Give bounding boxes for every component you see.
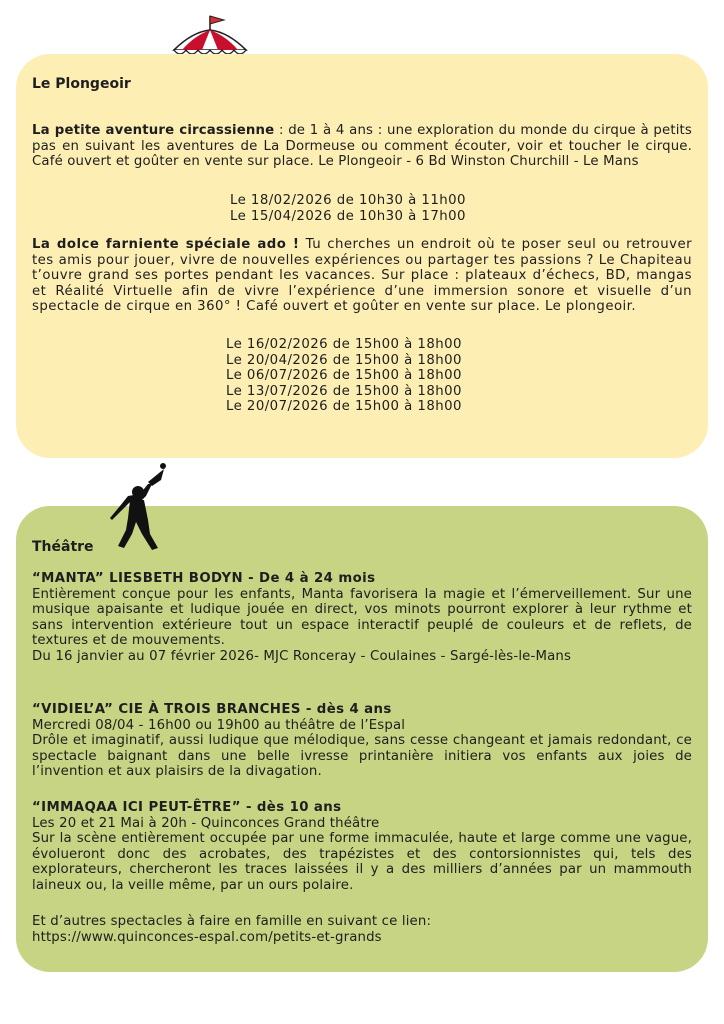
event-date: Le 13/07/2026 de 15h00 à 18h00 (226, 383, 462, 399)
show-manta-info: Du 16 janvier au 07 février 2026- MJC Ronceray - Coulaines - Sargé-lès-le-Mans (32, 648, 572, 664)
show-vidiela-info: Mercredi 08/04 - 16h00 ou 19h00 au théâtre de l’Espal (32, 717, 406, 733)
event-circassienne-title: La petite aventure circassienne (32, 123, 275, 138)
show-immaqaa-title: “IMMAQAA ICI PEUT-ÊTRE” - dès 10 ans (32, 800, 342, 815)
theatre-card (16, 506, 708, 972)
event-farniente-dates (226, 337, 506, 415)
event-date: Le 20/07/2026 de 15h00 à 18h00 (226, 399, 462, 415)
event-date: Le 15/04/2026 de 10h30 à 17h00 (230, 208, 466, 224)
event-farniente-title: La dolce farniente spéciale ado ! (32, 237, 300, 252)
show-vidiela-title: “VIDIEL’A” CIE À TROIS BRANCHES - dès 4 ans (32, 702, 392, 717)
event-circassienne-dates (226, 193, 506, 224)
more-shows-link[interactable]: https://www.quinconces-espal.com/petits-et-grands (32, 929, 382, 945)
more-shows-text: Et d’autres spectacles à faire en famille en suivant ce lien: (32, 914, 432, 929)
show-vidiela (32, 702, 692, 780)
show-immaqaa-text: Sur la scène entièrement occupée par une forme immaculée, haute et large comme une vague, évolueront donc des acrobates, des trapézistes et des contorsionnistes qui, tels des explorateurs, chercheront les traces laissées il y a des milliers d’années par un mammouth laineux ou, la veille même, par un ours polaire. (32, 831, 692, 893)
event-date: Le 20/04/2026 de 15h00 à 18h00 (226, 352, 462, 368)
event-circassienne-description (32, 123, 692, 170)
event-date: Le 16/02/2026 de 15h00 à 18h00 (226, 337, 462, 352)
show-manta-title: “MANTA” LIESBETH BODYN - De 4 à 24 mois (32, 571, 376, 586)
juggler-silhouette-icon (106, 462, 172, 554)
event-farniente-text: Tu cherches un endroit où te poser seul ou retrouver tes amis pour jouer, vivre de nouvelles expériences ou partager tes passions ? Le Chapiteau t’ouvre grand ses portes pendant les vacances. Sur place : plateaux d’échecs, BD, mangas et Réalité Virtuelle afin de vivre l’expérience d’une immersion sonore et visuelle d’un spectacle de cirque en 360° ! Café ouvert et goûter en vente sur place. Le plongeoir. (32, 237, 692, 315)
show-immaqaa (32, 800, 692, 894)
event-circassienne-text: : de 1 à 4 ans : une exploration du monde du cirque à petits pas en suivant les aventures de La Dormeuse ou comment écouter, voir et toucher le cirque. Café ouvert et goûter en vente sur place. Le Plongeoir - 6 Bd Winston Churchill - Le Mans (32, 123, 693, 170)
show-immaqaa-info: Les 20 et 21 Mai à 20h - Quinconces Grand théâtre (32, 815, 380, 831)
event-farniente-description (32, 237, 692, 315)
show-manta-text: Entièrement conçue pour les enfants, Manta favorisera la magie et l’émerveillement. Sur une musique apaisante et ludique jouée en direct, vos minots pourront explorer à leur rythme et sans intervention extérieure tout un espace interactif peuplé de couleurs et de reflets, de textures et de mouvements. (32, 586, 692, 649)
show-manta (32, 571, 692, 665)
more-shows (32, 914, 692, 945)
plongeoir-card (16, 54, 708, 458)
plongeoir-heading: Le Plongeoir (32, 76, 131, 92)
event-date: Le 18/02/2026 de 10h30 à 11h00 (230, 193, 466, 208)
theatre-heading: Théâtre (32, 539, 94, 555)
event-date: Le 06/07/2026 de 15h00 à 18h00 (226, 368, 462, 384)
show-vidiela-text: Drôle et imaginatif, aussi ludique que mélodique, sans cesse changeant et jamais redondant, ce spectacle baignant dans une belle ivresse printanière initiera vos enfants aux joies de l’invention et aux plaisirs de la divagation. (32, 733, 692, 780)
